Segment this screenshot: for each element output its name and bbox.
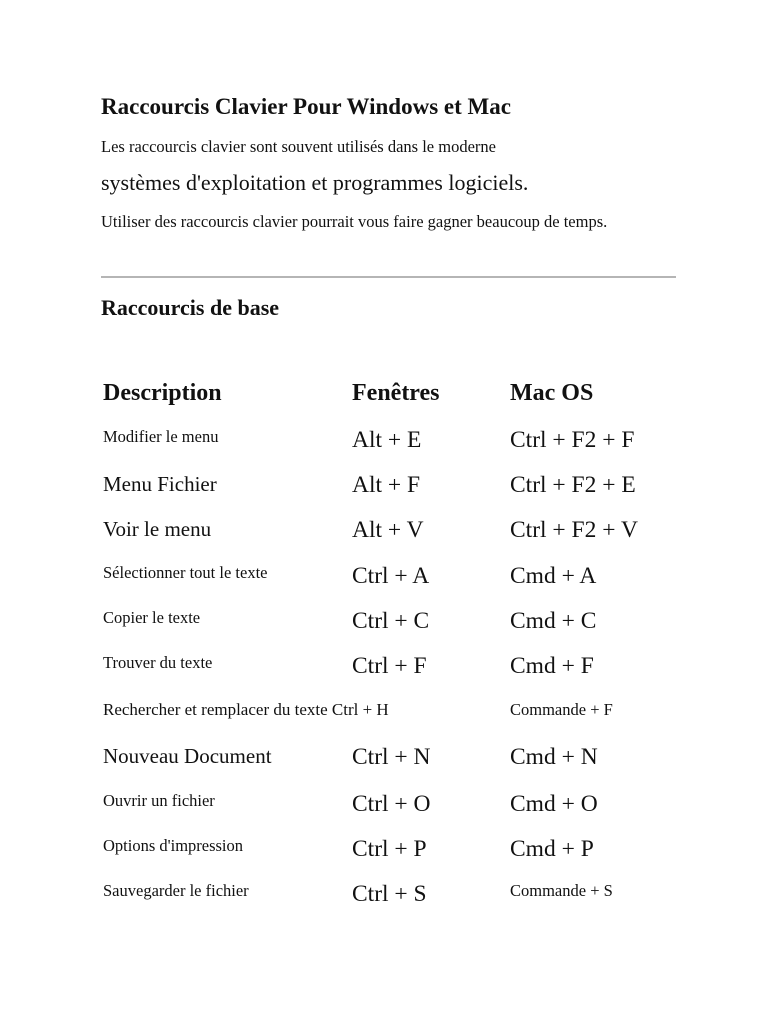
row-windows-shortcut: Ctrl + C	[352, 608, 430, 634]
row-mac-shortcut: Ctrl + F2 + E	[510, 472, 636, 498]
row-windows-shortcut: Ctrl + P	[352, 836, 427, 862]
row-mac-shortcut: Commande + F	[510, 700, 613, 719]
row-windows-shortcut: Ctrl + S	[352, 881, 427, 907]
row-windows-shortcut: Alt + F	[352, 472, 421, 498]
document-title: Raccourcis Clavier Pour Windows et Mac	[101, 94, 511, 119]
row-mac-shortcut: Cmd + N	[510, 744, 598, 770]
row-mac-shortcut: Cmd + O	[510, 791, 598, 817]
column-header-mac: Mac OS	[510, 380, 594, 406]
row-mac-shortcut: Ctrl + F2 + V	[510, 517, 638, 543]
row-mac-shortcut: Commande + S	[510, 881, 613, 900]
intro-line-2: systèmes d'exploitation et programmes logiciels.	[101, 170, 529, 195]
column-header-windows: Fenêtres	[352, 380, 440, 406]
row-mac-shortcut: Ctrl + F2 + F	[510, 427, 635, 453]
row-mac-shortcut: Cmd + P	[510, 836, 594, 862]
row-windows-shortcut: Ctrl + N	[352, 744, 431, 770]
row-description: Rechercher et remplacer du texte Ctrl + H	[103, 700, 389, 719]
row-description: Trouver du texte	[103, 653, 213, 672]
row-description: Options d'impression	[103, 836, 244, 855]
row-windows-shortcut: Ctrl + O	[352, 791, 431, 817]
row-description: Ouvrir un fichier	[103, 791, 215, 810]
row-windows-shortcut: Ctrl + F	[352, 653, 427, 679]
section-title: Raccourcis de base	[101, 295, 280, 320]
row-mac-shortcut: Cmd + C	[510, 608, 597, 634]
row-description: Sauvegarder le fichier	[103, 881, 249, 900]
row-windows-shortcut: Alt + V	[352, 517, 424, 543]
row-windows-shortcut: Ctrl + A	[352, 563, 430, 589]
row-description: Menu Fichier	[103, 472, 217, 496]
row-mac-shortcut: Cmd + F	[510, 653, 594, 679]
row-description: Sélectionner tout le texte	[103, 563, 268, 582]
row-description: Modifier le menu	[103, 427, 219, 446]
row-description: Nouveau Document	[103, 744, 272, 768]
column-header-description: Description	[103, 380, 222, 406]
intro-line-3: Utiliser des raccourcis clavier pourrait vous faire gagner beaucoup de temps.	[101, 212, 608, 231]
row-windows-shortcut: Alt + E	[352, 427, 422, 453]
intro-line-1: Les raccourcis clavier sont souvent utilisés dans le moderne	[101, 137, 496, 156]
row-description: Copier le texte	[103, 608, 201, 627]
section-divider	[101, 276, 676, 278]
row-description: Voir le menu	[103, 517, 212, 541]
row-mac-shortcut: Cmd + A	[510, 563, 597, 589]
